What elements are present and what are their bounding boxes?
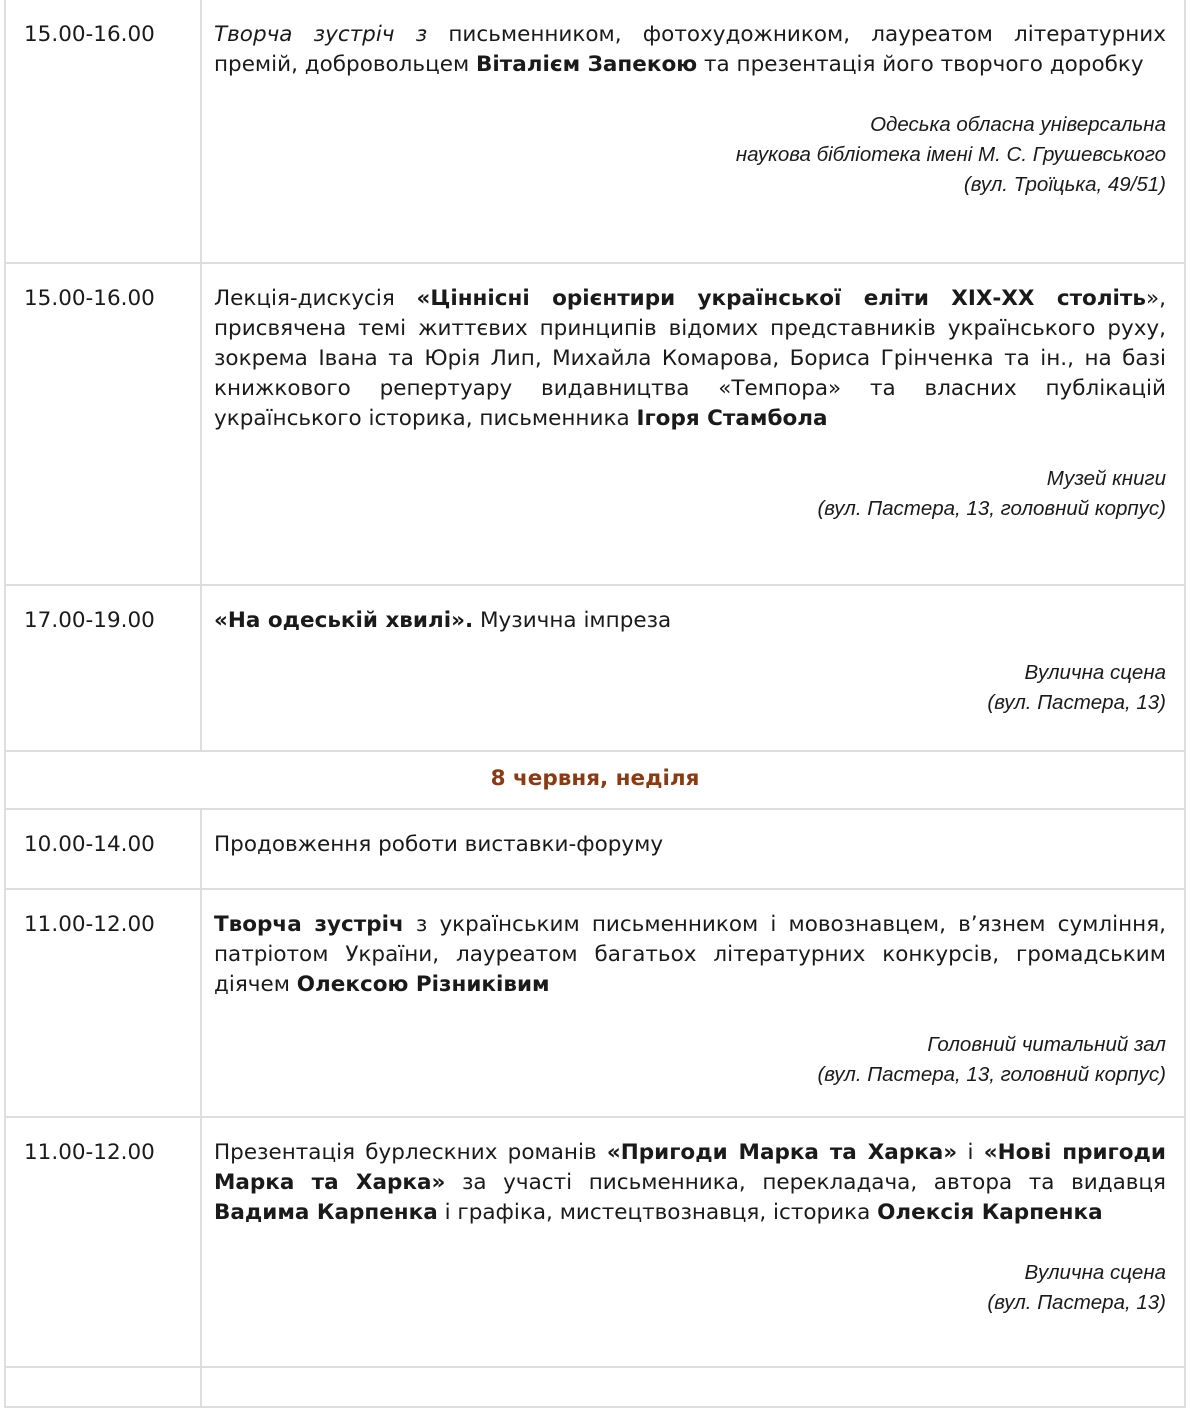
emphasis-text: Олексія Карпенка (877, 1200, 1103, 1225)
event-time: 15.00-16.00 (5, 263, 201, 585)
venue-line: (вул. Троїцька, 49/51) (963, 173, 1166, 196)
event-description (214, 284, 1166, 434)
event-cell (201, 0, 1185, 263)
venue-line: Головний читальний зал (927, 1033, 1166, 1056)
description-text: і графіка, мистецтвознавця, історика (437, 1200, 878, 1225)
venue-line: Вулична сцена (1024, 1261, 1166, 1284)
event-venue (214, 1258, 1166, 1318)
schedule-table (4, 0, 1186, 1408)
emphasis-text: «Нові пригоди Марка та Харка» (214, 1140, 1166, 1195)
emphasis-text: «На одеській хвилі». (214, 608, 474, 633)
event-time: 11.00-12.00 (5, 1117, 201, 1367)
emphasis-text: «Ціннісні орієнтири української еліти ХІХ-ХХ століть (416, 286, 1146, 311)
event-cell-empty (201, 1367, 1185, 1407)
event-description (214, 910, 1166, 1000)
description-text: та презентація його творчого доробку (697, 52, 1144, 77)
italic-text: Творча зустріч з (214, 22, 449, 47)
description-text: Музична імпреза (473, 608, 672, 633)
venue-line: Одеська обласна універсальна (870, 113, 1166, 136)
emphasis-text: Творча зустріч (214, 912, 404, 937)
description-text: Лекція-дискусія (214, 286, 417, 311)
event-time: 11.00-12.00 (5, 889, 201, 1117)
event-description (214, 1138, 1166, 1228)
event-description (214, 20, 1166, 80)
event-venue (214, 658, 1166, 718)
event-venue (214, 464, 1166, 524)
venue-line: (вул. Пастера, 13, головний корпус) (817, 1063, 1166, 1086)
description-text: і (957, 1140, 984, 1165)
event-time: 17.00-19.00 (5, 585, 201, 751)
event-cell (201, 889, 1185, 1117)
venue-line: (вул. Пастера, 13, головний корпус) (817, 497, 1166, 520)
event-cell (201, 1117, 1185, 1367)
table-row (5, 585, 1185, 751)
event-venue (214, 1030, 1166, 1090)
schedule-body (5, 0, 1185, 1407)
description-text: Презентація бурлескних романів (214, 1140, 607, 1165)
emphasis-text: Вадима Карпенка (214, 1200, 438, 1225)
venue-line: наукова бібліотека імені М. С. Грушевського (735, 143, 1166, 166)
event-cell (201, 809, 1185, 889)
day-header: 8 червня, неділя (5, 751, 1185, 809)
table-row (5, 1117, 1185, 1367)
table-row (5, 1367, 1185, 1407)
event-venue (214, 110, 1166, 200)
event-time: 15.00-16.00 (5, 0, 201, 263)
event-description (214, 606, 1166, 636)
table-row (5, 0, 1185, 263)
table-row (5, 809, 1185, 889)
venue-line: (вул. Пастера, 13) (987, 691, 1166, 714)
description-text: Продовження роботи виставки-форуму (214, 832, 664, 857)
table-row (5, 889, 1185, 1117)
description-text: письменником, фотохудожником, лауреатом літературних премій, добровольцем (214, 22, 1166, 77)
description-text: з українським письменником і мовознавцем, в’язнем сумління, патріотом України, лауреатом багатьох літературних конкурсів, громадським діячем (214, 912, 1166, 997)
event-cell (201, 585, 1185, 751)
description-text: », присвячена темі життєвих принципів відомих представників українського руху, зокрема Івана та Юрія Лип, Михайла Комарова, Бориса Грінченка та ін., на базі книжкового репертуару видавництва «Темпора» та власних публікацій українського історика, письменника (214, 286, 1166, 431)
emphasis-text: Олексою Різниківим (296, 972, 550, 997)
emphasis-text: Віталієм Запекою (476, 52, 698, 77)
event-description (214, 830, 1166, 860)
table-row (5, 263, 1185, 585)
description-text: за участі письменника, перекладача, автора та видавця (445, 1170, 1166, 1195)
venue-line: Вулична сцена (1024, 661, 1166, 684)
venue-line: Музей книги (1046, 467, 1166, 490)
day-header-row (5, 751, 1185, 809)
event-time-empty (5, 1367, 201, 1407)
venue-line: (вул. Пастера, 13) (987, 1291, 1166, 1314)
event-time: 10.00-14.00 (5, 809, 201, 889)
emphasis-text: «Пригоди Марка та Харка» (606, 1140, 958, 1165)
emphasis-text: Ігоря Стамбола (636, 406, 828, 431)
event-cell (201, 263, 1185, 585)
